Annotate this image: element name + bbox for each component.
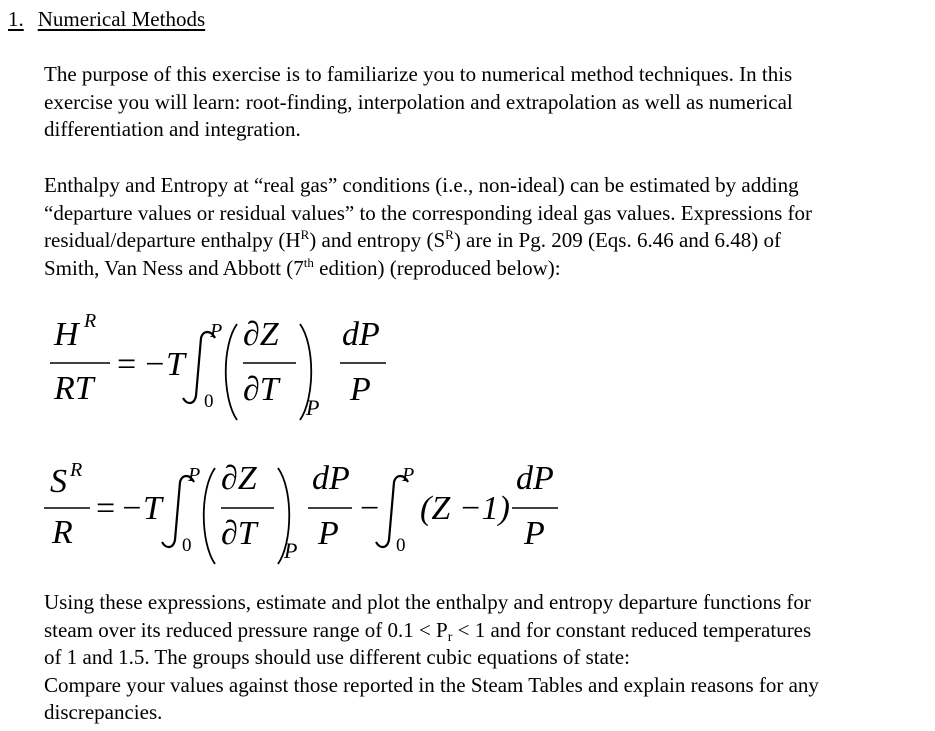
- eq2-dP: dP: [312, 460, 350, 497]
- enthalpy-departure-equation: [0, 300, 935, 430]
- task-line-3: of 1 and 1.5. The groups should use different cubic equations of state:: [44, 645, 630, 669]
- entropy-departure-equation: [0, 440, 935, 570]
- eq1-dZ: ∂Z: [243, 316, 279, 353]
- intro-line-1: The purpose of this exercise is to familiarize you to numerical method techniques. In this: [44, 62, 793, 86]
- departure-paragraph: [44, 172, 932, 282]
- departure-line-4: Smith, Van Ness and Abbott (7th edition) (reproduced below):: [44, 254, 561, 280]
- eq1-lhs-denominator: RT: [54, 370, 94, 407]
- task-line-4: Compare your values against those reported in the Steam Tables and explain reasons for any: [44, 672, 819, 697]
- eq1-left-paren: [226, 324, 237, 420]
- section-heading: [8, 5, 205, 33]
- eq1-lhs-numerator-sup: R: [84, 310, 97, 332]
- eq1-equals: =: [117, 346, 137, 383]
- eq2-minus: −: [360, 490, 380, 527]
- eq2-z-minus-1: (Z −1): [420, 490, 510, 527]
- task-line-1: Using these expressions, estimate and plot the enthalpy and entropy departure functions for: [44, 590, 811, 614]
- eq1-dP: dP: [342, 316, 380, 353]
- departure-line-3: residual/departure enthalpy $(H^R)$ and entropy $(S^R)$ are in Pg. 209 (Eqs. 6.46 and 6.48) of: [44, 227, 782, 252]
- intro-paragraph: [44, 61, 932, 144]
- eq2-int-lower: 0: [182, 535, 192, 556]
- eq2-sub-P: P: [284, 538, 298, 563]
- eq1-dT: ∂T: [243, 371, 279, 408]
- eq2-int2-upper: P: [402, 464, 415, 486]
- eq2-int2-lower: 0: [396, 535, 406, 556]
- task-line-2: steam over its reduced pressure range of $0.1 < P_r < 1$ and for constant reduced temperatures: [44, 617, 812, 645]
- eq2-left-paren: [204, 468, 215, 564]
- section-title: Numerical Methods: [37, 7, 206, 31]
- eq1-int-lower: 0: [204, 391, 214, 412]
- task-line-5: discrepancies.: [44, 700, 163, 724]
- eq1-sub-P: P: [306, 395, 320, 420]
- eq1-minus-T: −T: [143, 346, 185, 383]
- intro-line-2: exercise you will learn: root-finding, interpolation and extrapolation as well as numerical: [44, 89, 793, 114]
- task-paragraph: [44, 589, 932, 727]
- eq2-minus-T: −T: [120, 490, 162, 527]
- eq2-P-2: P: [524, 515, 545, 552]
- departure-line-2: “departure values or residual values” to the corresponding ideal gas values. Expressions for: [44, 200, 812, 225]
- eq2-P: P: [318, 515, 339, 552]
- eq2-int-upper: P: [188, 464, 201, 486]
- eq2-lhs-denominator: R: [52, 514, 73, 551]
- eq2-lhs-numerator: S: [50, 463, 67, 500]
- eq1-P: P: [350, 371, 371, 408]
- eq1-int-upper: P: [210, 320, 223, 342]
- section-number: 1.: [8, 7, 24, 31]
- eq2-lhs-numerator-sup: R: [70, 459, 83, 481]
- eq2-dZ: ∂Z: [221, 460, 257, 497]
- eq2-equals: =: [96, 490, 116, 527]
- eq1-lhs-numerator: H: [54, 316, 79, 353]
- departure-line-1: Enthalpy and Entropy at “real gas” conditions (i.e., non-ideal) can be estimated by adding: [44, 173, 799, 197]
- eq2-dT: ∂T: [221, 515, 257, 552]
- intro-line-3: differentiation and integration.: [44, 117, 301, 141]
- eq2-dP-2: dP: [516, 460, 554, 497]
